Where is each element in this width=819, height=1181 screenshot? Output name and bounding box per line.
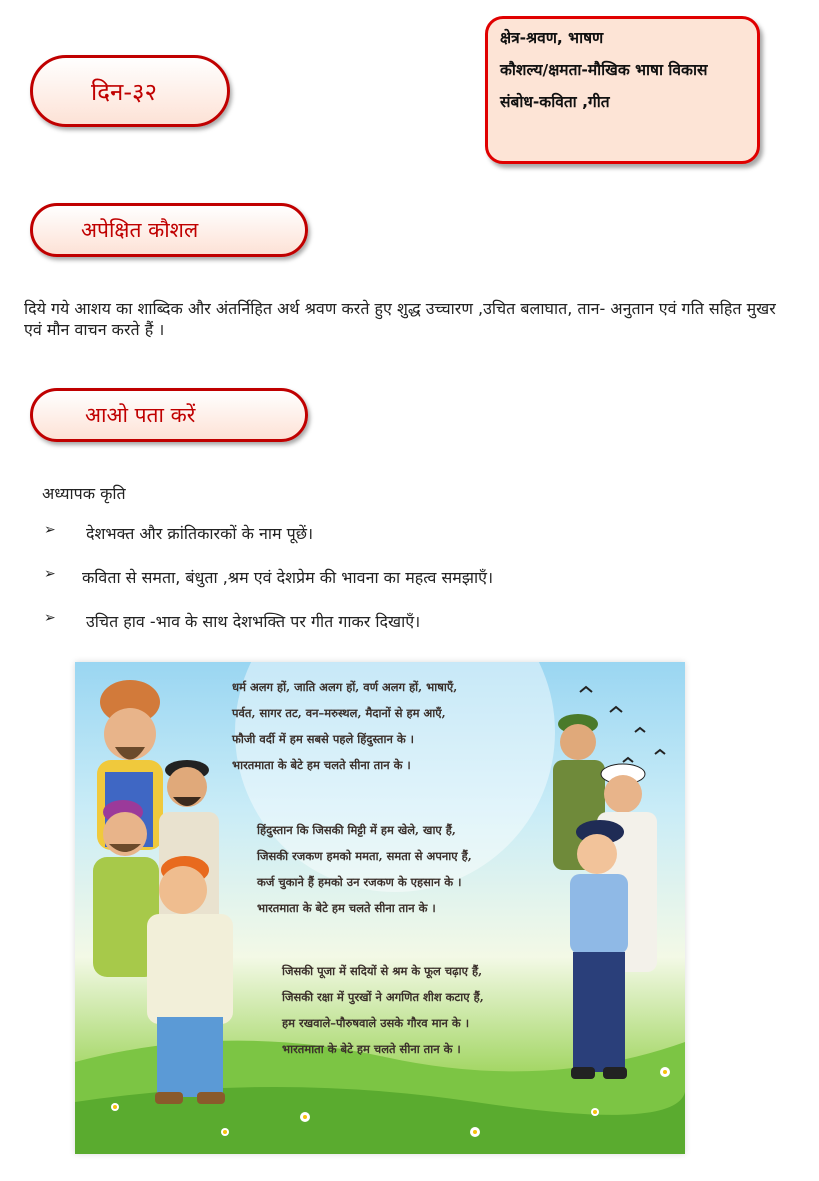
info-area: क्षेत्र-श्रवण, भाषण (500, 29, 604, 47)
list-item (44, 566, 493, 588)
poem-stanza-3 (282, 958, 484, 1062)
list-item-text: उचित हाव -भाव के साथ देशभक्ति पर गीत गाकर दिखाएँ। (86, 612, 421, 631)
poem-stanza-1 (232, 674, 457, 778)
list-item (44, 522, 313, 544)
explore-heading (30, 388, 308, 442)
info-skill: कौशल्य/क्षमता-मौखिक भाषा विकास (500, 61, 708, 79)
poem-illustration (75, 662, 685, 1154)
poem-line: जिसकी पूजा में सदियों से श्रम के फूल चढ़ाए हैं, (282, 964, 483, 978)
list-item-text: देशभक्त और क्रांतिकारकों के नाम पूछें। (86, 524, 314, 543)
expected-skill-heading-text: अपेक्षित कौशल (81, 218, 199, 242)
explore-heading-text: आओ पता करें (85, 403, 196, 427)
expected-skill-text: दिये गये आशय का शाब्दिक और अंतर्निहित अर्थ श्रवण करते हुए शुद्ध उच्चारण ,उचित बलाघात, तान- अनुतान एवं गति सहित मुखर एवं मौन वाचन करते हैं । (24, 299, 776, 339)
poem-line: जिसकी रक्षा में पुरखों ने अगणित शीश कटाए हैं, (282, 990, 484, 1004)
arrow-bullet-icon: ➢ (44, 610, 56, 626)
poem-line: हम रखवाले–पौरुषवाले उसके गौरव मान के । (282, 1016, 470, 1030)
info-concept: संबोध-कविता ,गीत (500, 93, 610, 111)
poem-stanza-2 (257, 817, 472, 921)
poem (75, 662, 685, 1154)
poem-line: जिसकी रजकण हमको ममता, समता से अपनाए हैं, (257, 849, 472, 863)
teacher-action-label: अध्यापक कृति (42, 484, 126, 503)
poem-line: फौजी वर्दी में हम सबसे पहले हिंदुस्तान के । (232, 732, 415, 746)
poem-line: पर्वत, सागर तट, वन–मरुस्थल, मैदानों से हम आएँ, (232, 706, 446, 720)
poem-line: भारतमाता के बेटे हम चलते सीना तान के । (257, 901, 436, 915)
arrow-bullet-icon: ➢ (44, 566, 56, 582)
poem-line: भारतमाता के बेटे हम चलते सीना तान के । (232, 758, 411, 772)
day-label-text: दिन-३२ (91, 77, 157, 106)
poem-line: भारतमाता के बेटे हम चलते सीना तान के । (282, 1042, 461, 1056)
day-label (30, 55, 230, 127)
arrow-bullet-icon: ➢ (44, 522, 56, 538)
list-item-text: कविता से समता, बंधुता ,श्रम एवं देशप्रेम की भावना का महत्व समझाएँ। (82, 568, 494, 587)
poem-line: हिंदुस्तान कि जिसकी मिट्टी में हम खेले, खाए हैं, (257, 823, 456, 837)
poem-line: कर्ज चुकाने हैं हमको उन रजकण के एहसान के । (257, 875, 462, 889)
expected-skill-heading (30, 203, 308, 257)
info-box (485, 16, 760, 164)
list-item (44, 610, 420, 632)
poem-line: धर्म अलग हों, जाति अलग हों, वर्ण अलग हों, भाषाएँ, (232, 680, 458, 694)
